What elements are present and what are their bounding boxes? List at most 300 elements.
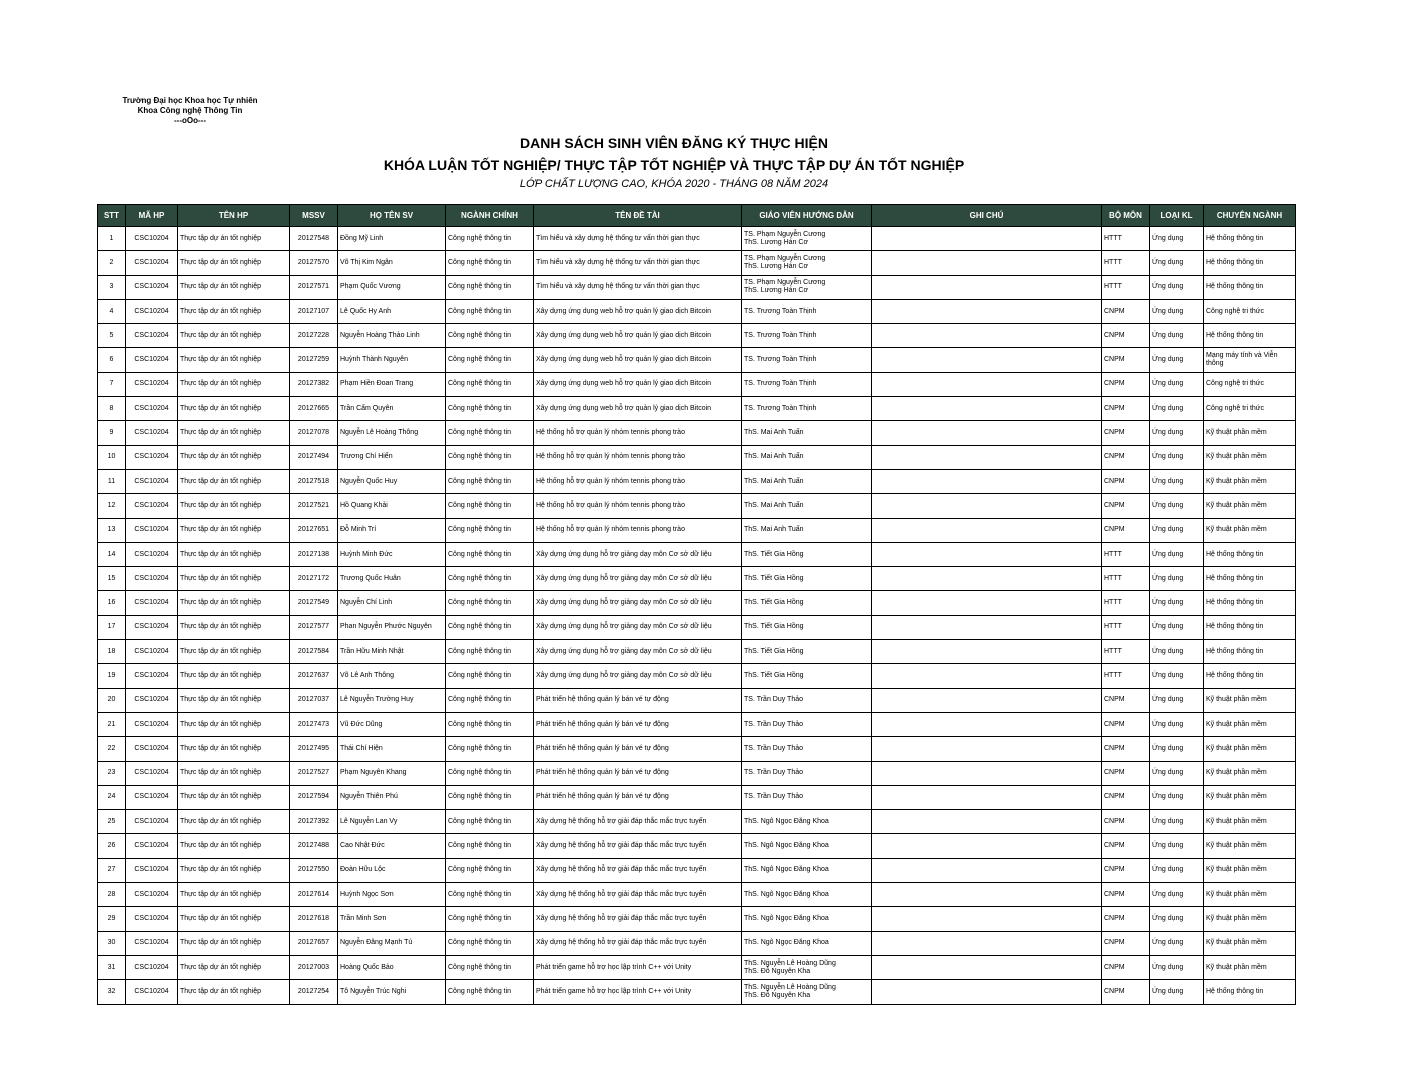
cell-department: CNPM (1102, 348, 1150, 372)
cell-student-id: 20127614 (290, 883, 338, 907)
table-row (98, 469, 1296, 493)
cell-stt: 16 (98, 591, 126, 615)
cell-supervisor: TS. Trương Toàn Thịnh (742, 397, 872, 421)
cell-supervisor: ThS. Ngô Ngọc Đăng Khoa (742, 834, 872, 858)
cell-course-code: CSC10204 (126, 494, 178, 518)
cell-major: Công nghệ thông tin (446, 445, 534, 469)
faculty-name: Khoa Công nghệ Thông Tin (137, 106, 243, 115)
col-header: GIÁO VIÊN HƯỚNG DẪN (742, 205, 872, 227)
cell-student-id: 20127382 (290, 372, 338, 396)
table-row (98, 567, 1296, 591)
cell-type: Ứng dụng (1150, 494, 1204, 518)
cell-type: Ứng dụng (1150, 324, 1204, 348)
cell-type: Ứng dụng (1150, 445, 1204, 469)
cell-student-name: Phạm Quốc Vương (338, 275, 446, 299)
cell-course-code: CSC10204 (126, 810, 178, 834)
student-registration-table (97, 204, 1296, 1005)
cell-specialization: Kỹ thuật phần mềm (1204, 858, 1296, 882)
cell-department: CNPM (1102, 372, 1150, 396)
cell-student-id: 20127637 (290, 664, 338, 688)
cell-type: Ứng dụng (1150, 299, 1204, 323)
cell-department: CNPM (1102, 907, 1150, 931)
cell-student-name: Nguyễn Thiên Phú (338, 785, 446, 809)
cell-course-code: CSC10204 (126, 348, 178, 372)
document-class-line: LỚP CHẤT LƯỢNG CAO, KHÓA 2020 - THÁNG 08 NĂM 2024 (519, 178, 829, 190)
cell-course-name: Thực tập dự án tốt nghiệp (178, 834, 290, 858)
cell-topic: Hệ thống hỗ trợ quản lý nhóm tennis phong trào (534, 469, 742, 493)
cell-major: Công nghệ thông tin (446, 518, 534, 542)
cell-stt: 3 (98, 275, 126, 299)
cell-course-code: CSC10204 (126, 980, 178, 1004)
cell-specialization: Kỹ thuật phần mềm (1204, 834, 1296, 858)
table-row (98, 737, 1296, 761)
cell-course-code: CSC10204 (126, 251, 178, 275)
cell-student-name: Hoàng Quốc Bảo (338, 955, 446, 979)
cell-specialization: Kỹ thuật phần mềm (1204, 883, 1296, 907)
cell-specialization: Hệ thống thông tin (1204, 567, 1296, 591)
cell-specialization: Kỹ thuật phần mềm (1204, 712, 1296, 736)
cell-stt: 29 (98, 907, 126, 931)
cell-student-name: Huỳnh Minh Đức (338, 542, 446, 566)
cell-note (872, 907, 1102, 931)
cell-student-name: Nguyễn Đăng Mạnh Tú (338, 931, 446, 955)
cell-department: HTTT (1102, 542, 1150, 566)
cell-stt: 8 (98, 397, 126, 421)
cell-topic: Xây dựng ứng dụng hỗ trợ giảng dạy môn Cơ sở dữ liệu (534, 567, 742, 591)
cell-student-id: 20127078 (290, 421, 338, 445)
cell-topic: Hệ thống hỗ trợ quản lý nhóm tennis phong trào (534, 421, 742, 445)
cell-course-name: Thực tập dự án tốt nghiệp (178, 907, 290, 931)
cell-department: CNPM (1102, 980, 1150, 1004)
cell-student-name: Tô Nguyễn Trúc Nghi (338, 980, 446, 1004)
cell-student-name: Lê Nguyễn Trường Huy (338, 688, 446, 712)
cell-course-name: Thực tập dự án tốt nghiệp (178, 299, 290, 323)
cell-student-name: Thái Chí Hiện (338, 737, 446, 761)
table-row (98, 251, 1296, 275)
cell-topic: Phát triển game hỗ trợ học lập trình C++ với Unity (534, 955, 742, 979)
cell-major: Công nghệ thông tin (446, 397, 534, 421)
cell-course-code: CSC10204 (126, 761, 178, 785)
cell-note (872, 712, 1102, 736)
cell-specialization: Hệ thống thông tin (1204, 615, 1296, 639)
cell-course-name: Thực tập dự án tốt nghiệp (178, 251, 290, 275)
cell-stt: 4 (98, 299, 126, 323)
cell-supervisor: TS. Trần Duy Thảo (742, 688, 872, 712)
cell-course-name: Thực tập dự án tốt nghiệp (178, 542, 290, 566)
cell-course-code: CSC10204 (126, 615, 178, 639)
cell-student-name: Trần Cẩm Quyên (338, 397, 446, 421)
cell-stt: 32 (98, 980, 126, 1004)
cell-course-name: Thực tập dự án tốt nghiệp (178, 397, 290, 421)
cell-stt: 19 (98, 664, 126, 688)
cell-supervisor: TS. Trần Duy Thảo (742, 785, 872, 809)
table-row (98, 445, 1296, 469)
cell-major: Công nghệ thông tin (446, 980, 534, 1004)
table-row (98, 980, 1296, 1004)
cell-supervisor: ThS. Ngô Ngọc Đăng Khoa (742, 858, 872, 882)
table-row (98, 883, 1296, 907)
cell-specialization: Kỹ thuật phần mềm (1204, 518, 1296, 542)
cell-note (872, 931, 1102, 955)
cell-department: CNPM (1102, 397, 1150, 421)
cell-course-code: CSC10204 (126, 591, 178, 615)
cell-supervisor: ThS. Mai Anh Tuấn (742, 445, 872, 469)
cell-type: Ứng dụng (1150, 640, 1204, 664)
cell-specialization: Kỹ thuật phần mềm (1204, 810, 1296, 834)
cell-type: Ứng dụng (1150, 421, 1204, 445)
cell-major: Công nghệ thông tin (446, 931, 534, 955)
cell-department: CNPM (1102, 931, 1150, 955)
cell-note (872, 664, 1102, 688)
cell-major: Công nghệ thông tin (446, 591, 534, 615)
col-header: STT (98, 205, 126, 227)
table-row (98, 275, 1296, 299)
cell-student-name: Trương Quốc Huân (338, 567, 446, 591)
cell-student-id: 20127584 (290, 640, 338, 664)
cell-department: CNPM (1102, 494, 1150, 518)
cell-topic: Xây dựng ứng dụng hỗ trợ giảng dạy môn Cơ sở dữ liệu (534, 591, 742, 615)
cell-stt: 9 (98, 421, 126, 445)
cell-type: Ứng dụng (1150, 858, 1204, 882)
cell-supervisor: ThS. Tiết Gia Hồng (742, 591, 872, 615)
table-row (98, 785, 1296, 809)
cell-supervisor: ThS. Nguyễn Lê Hoàng Dũng ThS. Đỗ Nguyên Kha (742, 955, 872, 979)
cell-course-name: Thực tập dự án tốt nghiệp (178, 883, 290, 907)
col-header: TÊN HP (178, 205, 290, 227)
col-header: GHI CHÚ (872, 205, 1102, 227)
table-row (98, 591, 1296, 615)
cell-course-code: CSC10204 (126, 372, 178, 396)
cell-specialization: Hệ thống thông tin (1204, 640, 1296, 664)
cell-student-id: 20127548 (290, 227, 338, 251)
cell-course-name: Thực tập dự án tốt nghiệp (178, 348, 290, 372)
table-row (98, 299, 1296, 323)
cell-department: HTTT (1102, 275, 1150, 299)
cell-course-name: Thực tập dự án tốt nghiệp (178, 275, 290, 299)
cell-supervisor: TS. Trương Toàn Thịnh (742, 372, 872, 396)
table-row (98, 324, 1296, 348)
cell-student-id: 20127651 (290, 518, 338, 542)
cell-supervisor: ThS. Nguyễn Lê Hoàng Dũng ThS. Đỗ Nguyên Kha (742, 980, 872, 1004)
cell-type: Ứng dụng (1150, 518, 1204, 542)
cell-major: Công nghệ thông tin (446, 567, 534, 591)
cell-supervisor: ThS. Tiết Gia Hồng (742, 542, 872, 566)
cell-course-name: Thực tập dự án tốt nghiệp (178, 591, 290, 615)
cell-student-id: 20127003 (290, 955, 338, 979)
cell-course-code: CSC10204 (126, 542, 178, 566)
col-header: TÊN ĐỀ TÀI (534, 205, 742, 227)
school-name: Trường Đại học Khoa học Tự nhiên (122, 96, 258, 105)
cell-student-name: Lê Quốc Hy Anh (338, 299, 446, 323)
col-header: LOẠI KL (1150, 205, 1204, 227)
cell-note (872, 348, 1102, 372)
cell-major: Công nghệ thông tin (446, 348, 534, 372)
cell-student-id: 20127521 (290, 494, 338, 518)
cell-type: Ứng dụng (1150, 688, 1204, 712)
table-row (98, 931, 1296, 955)
cell-student-name: Nguyễn Lê Hoàng Thông (338, 421, 446, 445)
cell-specialization: Kỹ thuật phần mềm (1204, 469, 1296, 493)
cell-note (872, 737, 1102, 761)
table-row (98, 615, 1296, 639)
cell-course-name: Thực tập dự án tốt nghiệp (178, 664, 290, 688)
cell-student-id: 20127107 (290, 299, 338, 323)
table-row (98, 858, 1296, 882)
document-subtitle: KHÓA LUẬN TỐT NGHIỆP/ THỰC TẬP TỐT NGHIỆP VÀ THỰC TẬP DỰ ÁN TỐT NGHIỆP (383, 157, 965, 173)
col-header: HỌ TÊN SV (338, 205, 446, 227)
cell-course-code: CSC10204 (126, 299, 178, 323)
cell-student-id: 20127570 (290, 251, 338, 275)
cell-note (872, 761, 1102, 785)
table-row (98, 664, 1296, 688)
cell-topic: Xây dựng ứng dụng web hỗ trợ quản lý giao dịch Bitcoin (534, 324, 742, 348)
cell-course-code: CSC10204 (126, 785, 178, 809)
cell-course-name: Thực tập dự án tốt nghiệp (178, 810, 290, 834)
cell-topic: Xây dựng hệ thống hỗ trợ giải đáp thắc mắc trực tuyến (534, 883, 742, 907)
cell-supervisor: TS. Trương Toàn Thịnh (742, 299, 872, 323)
cell-department: CNPM (1102, 785, 1150, 809)
cell-supervisor: TS. Trần Duy Thảo (742, 737, 872, 761)
cell-course-code: CSC10204 (126, 640, 178, 664)
cell-course-name: Thực tập dự án tốt nghiệp (178, 469, 290, 493)
cell-topic: Xây dựng hệ thống hỗ trợ giải đáp thắc mắc trực tuyến (534, 858, 742, 882)
school-header (100, 96, 280, 126)
cell-supervisor: ThS. Tiết Gia Hồng (742, 567, 872, 591)
cell-stt: 20 (98, 688, 126, 712)
cell-department: HTTT (1102, 615, 1150, 639)
cell-stt: 22 (98, 737, 126, 761)
cell-course-name: Thực tập dự án tốt nghiệp (178, 445, 290, 469)
cell-student-name: Võ Lê Anh Thông (338, 664, 446, 688)
cell-specialization: Hệ thống thông tin (1204, 542, 1296, 566)
cell-supervisor: ThS. Tiết Gia Hồng (742, 664, 872, 688)
cell-student-id: 20127473 (290, 712, 338, 736)
cell-student-id: 20127618 (290, 907, 338, 931)
cell-major: Công nghệ thông tin (446, 615, 534, 639)
cell-topic: Xây dựng hệ thống hỗ trợ giải đáp thắc mắc trực tuyến (534, 810, 742, 834)
cell-supervisor: ThS. Ngô Ngọc Đăng Khoa (742, 883, 872, 907)
cell-student-id: 20127495 (290, 737, 338, 761)
cell-course-name: Thực tập dự án tốt nghiệp (178, 955, 290, 979)
cell-course-code: CSC10204 (126, 518, 178, 542)
cell-topic: Xây dựng hệ thống hỗ trợ giải đáp thắc mắc trực tuyến (534, 931, 742, 955)
cell-student-id: 20127527 (290, 761, 338, 785)
cell-student-name: Trần Minh Sơn (338, 907, 446, 931)
cell-stt: 10 (98, 445, 126, 469)
cell-type: Ứng dụng (1150, 397, 1204, 421)
cell-course-name: Thực tập dự án tốt nghiệp (178, 494, 290, 518)
table-header-row (98, 205, 1296, 227)
cell-department: CNPM (1102, 469, 1150, 493)
cell-stt: 30 (98, 931, 126, 955)
cell-student-name: Hồ Quang Khải (338, 494, 446, 518)
cell-specialization: Kỹ thuật phần mềm (1204, 445, 1296, 469)
cell-topic: Phát triển hệ thống quản lý bán vé tự động (534, 688, 742, 712)
cell-topic: Xây dựng ứng dụng hỗ trợ giảng dạy môn Cơ sở dữ liệu (534, 615, 742, 639)
cell-type: Ứng dụng (1150, 834, 1204, 858)
cell-course-name: Thực tập dự án tốt nghiệp (178, 858, 290, 882)
cell-type: Ứng dụng (1150, 567, 1204, 591)
cell-supervisor: TS. Trương Toàn Thịnh (742, 348, 872, 372)
cell-supervisor: ThS. Tiết Gia Hồng (742, 640, 872, 664)
cell-department: HTTT (1102, 227, 1150, 251)
cell-student-id: 20127488 (290, 834, 338, 858)
cell-type: Ứng dụng (1150, 251, 1204, 275)
cell-department: CNPM (1102, 688, 1150, 712)
table-row (98, 688, 1296, 712)
cell-stt: 1 (98, 227, 126, 251)
cell-course-code: CSC10204 (126, 227, 178, 251)
cell-supervisor: TS. Trương Toàn Thịnh (742, 324, 872, 348)
cell-topic: Hệ thống hỗ trợ quản lý nhóm tennis phong trào (534, 518, 742, 542)
cell-course-code: CSC10204 (126, 275, 178, 299)
cell-student-id: 20127571 (290, 275, 338, 299)
cell-major: Công nghệ thông tin (446, 761, 534, 785)
cell-student-name: Cao Nhật Đức (338, 834, 446, 858)
cell-note (872, 299, 1102, 323)
cell-course-code: CSC10204 (126, 834, 178, 858)
cell-course-name: Thực tập dự án tốt nghiệp (178, 372, 290, 396)
cell-specialization: Mạng máy tính và Viễn thông (1204, 348, 1296, 372)
cell-major: Công nghệ thông tin (446, 324, 534, 348)
cell-supervisor: ThS. Ngô Ngọc Đăng Khoa (742, 907, 872, 931)
table-row (98, 955, 1296, 979)
cell-type: Ứng dụng (1150, 275, 1204, 299)
cell-topic: Xây dựng ứng dụng web hỗ trợ quản lý giao dịch Bitcoin (534, 299, 742, 323)
cell-major: Công nghệ thông tin (446, 640, 534, 664)
cell-supervisor: ThS. Mai Anh Tuấn (742, 469, 872, 493)
cell-course-code: CSC10204 (126, 907, 178, 931)
cell-supervisor: TS. Trần Duy Thảo (742, 712, 872, 736)
cell-major: Công nghệ thông tin (446, 469, 534, 493)
cell-course-name: Thực tập dự án tốt nghiệp (178, 227, 290, 251)
cell-course-name: Thực tập dự án tốt nghiệp (178, 615, 290, 639)
cell-major: Công nghệ thông tin (446, 907, 534, 931)
cell-note (872, 883, 1102, 907)
cell-department: CNPM (1102, 858, 1150, 882)
cell-specialization: Kỹ thuật phần mềm (1204, 931, 1296, 955)
cell-course-code: CSC10204 (126, 931, 178, 955)
cell-student-name: Trần Hữu Minh Nhật (338, 640, 446, 664)
cell-stt: 21 (98, 712, 126, 736)
cell-major: Công nghệ thông tin (446, 785, 534, 809)
cell-student-name: Huỳnh Ngọc Sơn (338, 883, 446, 907)
cell-specialization: Kỹ thuật phần mềm (1204, 688, 1296, 712)
cell-stt: 25 (98, 810, 126, 834)
cell-note (872, 640, 1102, 664)
cell-type: Ứng dụng (1150, 542, 1204, 566)
cell-type: Ứng dụng (1150, 737, 1204, 761)
cell-student-name: Đoàn Hữu Lộc (338, 858, 446, 882)
cell-student-id: 20127549 (290, 591, 338, 615)
cell-course-code: CSC10204 (126, 324, 178, 348)
cell-topic: Xây dựng ứng dụng hỗ trợ giảng dạy môn Cơ sở dữ liệu (534, 542, 742, 566)
cell-stt: 12 (98, 494, 126, 518)
cell-note (872, 858, 1102, 882)
cell-student-name: Đồng Mỹ Linh (338, 227, 446, 251)
cell-major: Công nghệ thông tin (446, 542, 534, 566)
cell-course-code: CSC10204 (126, 664, 178, 688)
table-row (98, 348, 1296, 372)
cell-specialization: Kỹ thuật phần mềm (1204, 421, 1296, 445)
cell-stt: 11 (98, 469, 126, 493)
cell-topic: Xây dựng ứng dụng hỗ trợ giảng dạy môn Cơ sở dữ liệu (534, 664, 742, 688)
cell-note (872, 810, 1102, 834)
cell-student-name: Nguyễn Hoàng Thảo Linh (338, 324, 446, 348)
cell-type: Ứng dụng (1150, 761, 1204, 785)
cell-specialization: Hệ thống thông tin (1204, 591, 1296, 615)
cell-student-name: Vũ Đức Dũng (338, 712, 446, 736)
cell-student-name: Nguyễn Quốc Huy (338, 469, 446, 493)
cell-course-code: CSC10204 (126, 712, 178, 736)
cell-major: Công nghệ thông tin (446, 251, 534, 275)
cell-student-id: 20127259 (290, 348, 338, 372)
cell-supervisor: TS. Phạm Nguyễn Cương ThS. Lương Hán Cơ (742, 251, 872, 275)
cell-type: Ứng dụng (1150, 615, 1204, 639)
cell-note (872, 324, 1102, 348)
cell-topic: Phát triển hệ thống quản lý bán vé tự động (534, 737, 742, 761)
cell-course-code: CSC10204 (126, 567, 178, 591)
cell-note (872, 445, 1102, 469)
cell-department: CNPM (1102, 299, 1150, 323)
cell-student-name: Nguyễn Chí Linh (338, 591, 446, 615)
cell-major: Công nghệ thông tin (446, 955, 534, 979)
cell-supervisor: ThS. Mai Anh Tuấn (742, 518, 872, 542)
cell-stt: 13 (98, 518, 126, 542)
cell-note (872, 591, 1102, 615)
cell-specialization: Hệ thống thông tin (1204, 980, 1296, 1004)
cell-note (872, 227, 1102, 251)
cell-note (872, 397, 1102, 421)
cell-course-code: CSC10204 (126, 445, 178, 469)
cell-department: CNPM (1102, 955, 1150, 979)
cell-student-name: Lê Nguyễn Lan Vy (338, 810, 446, 834)
cell-stt: 17 (98, 615, 126, 639)
cell-course-code: CSC10204 (126, 421, 178, 445)
cell-topic: Phát triển hệ thống quản lý bán vé tự động (534, 785, 742, 809)
cell-note (872, 615, 1102, 639)
cell-student-id: 20127172 (290, 567, 338, 591)
cell-course-name: Thực tập dự án tốt nghiệp (178, 567, 290, 591)
cell-type: Ứng dụng (1150, 883, 1204, 907)
cell-course-code: CSC10204 (126, 688, 178, 712)
col-header: MÃ HP (126, 205, 178, 227)
cell-department: HTTT (1102, 591, 1150, 615)
cell-supervisor: ThS. Ngô Ngọc Đăng Khoa (742, 810, 872, 834)
cell-specialization: Công nghệ tri thức (1204, 397, 1296, 421)
cell-student-id: 20127657 (290, 931, 338, 955)
cell-note (872, 469, 1102, 493)
cell-supervisor: ThS. Mai Anh Tuấn (742, 421, 872, 445)
cell-specialization: Hệ thống thông tin (1204, 227, 1296, 251)
cell-stt: 14 (98, 542, 126, 566)
cell-department: CNPM (1102, 737, 1150, 761)
cell-course-name: Thực tập dự án tốt nghiệp (178, 518, 290, 542)
cell-specialization: Kỹ thuật phần mềm (1204, 907, 1296, 931)
cell-course-name: Thực tập dự án tốt nghiệp (178, 761, 290, 785)
cell-note (872, 251, 1102, 275)
cell-department: HTTT (1102, 664, 1150, 688)
cell-student-id: 20127228 (290, 324, 338, 348)
table-row (98, 397, 1296, 421)
cell-course-code: CSC10204 (126, 858, 178, 882)
cell-student-name: Phạm Nguyên Khang (338, 761, 446, 785)
cell-major: Công nghệ thông tin (446, 712, 534, 736)
col-header: BỘ MÔN (1102, 205, 1150, 227)
cell-student-name: Huỳnh Thành Nguyên (338, 348, 446, 372)
cell-specialization: Kỹ thuật phần mềm (1204, 955, 1296, 979)
cell-specialization: Kỹ thuật phần mềm (1204, 761, 1296, 785)
